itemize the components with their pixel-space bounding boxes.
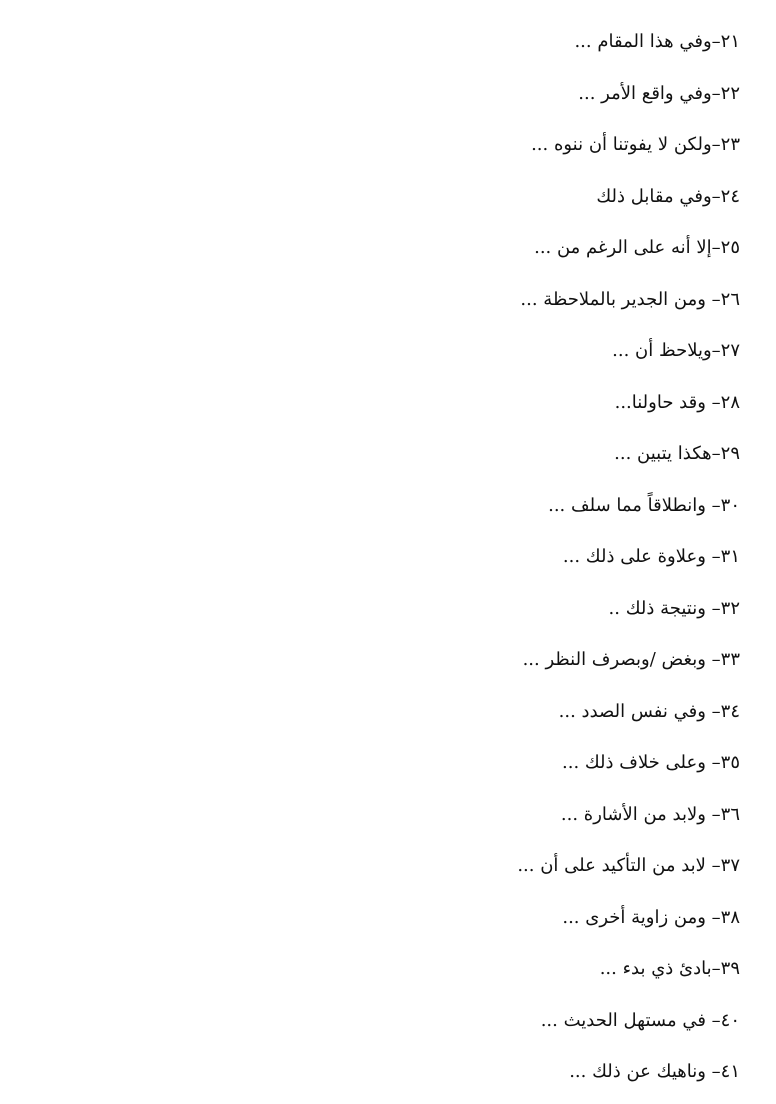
list-item: ٣٣– وبغض /وبصرف النظر ...	[522, 649, 740, 670]
list-item: ٢١–وفي هذا المقام ...	[574, 31, 740, 52]
list-item: ٤٠– في مستهل الحديث ...	[540, 1009, 740, 1031]
list-item: ٢٩–هكذا يتبين ...	[614, 443, 740, 464]
list-item: ٣٦– ولابد من الأشارة ...	[560, 803, 740, 825]
phrase-list	[20, 20, 740, 1102]
list-item: ٣١– وعلاوة على ذلك ...	[562, 546, 740, 567]
list-item: ٣٨– ومن زاوية أخرى ...	[562, 906, 740, 928]
list-item: ٢٦– ومن الجدير بالملاحظة ...	[520, 288, 740, 310]
list-item: ٣٥– وعلى خلاف ذلك ...	[562, 752, 740, 773]
list-item: ٢٣–ولكن لا يفوتنا أن ننوه ...	[531, 134, 740, 155]
list-item: ٢٨– وقد حاولنا...	[614, 391, 740, 413]
list-item: ٢٤–وفي مقابل ذلك	[596, 185, 740, 207]
list-item: ٤١– وناهيك عن ذلك ...	[569, 1061, 740, 1082]
list-item: ٣٠– وانطلاقاً مما سلف ...	[548, 494, 740, 516]
list-item: ٣٧– لابد من التأكيد على أن ...	[517, 855, 740, 876]
list-item: ٣٤– وفي نفس الصدد ...	[558, 700, 740, 722]
list-item: ٢٥–إلا أنه على الرغم من ...	[534, 237, 740, 258]
list-item: ٢٧–ويلاحظ أن ...	[612, 340, 740, 361]
list-item: ٣٢– ونتيجة ذلك ..	[608, 597, 740, 619]
list-item: ٢٢–وفي واقع الأمر ...	[578, 82, 740, 104]
list-item: ٣٩–بادئ ذي بدء ...	[599, 958, 740, 979]
